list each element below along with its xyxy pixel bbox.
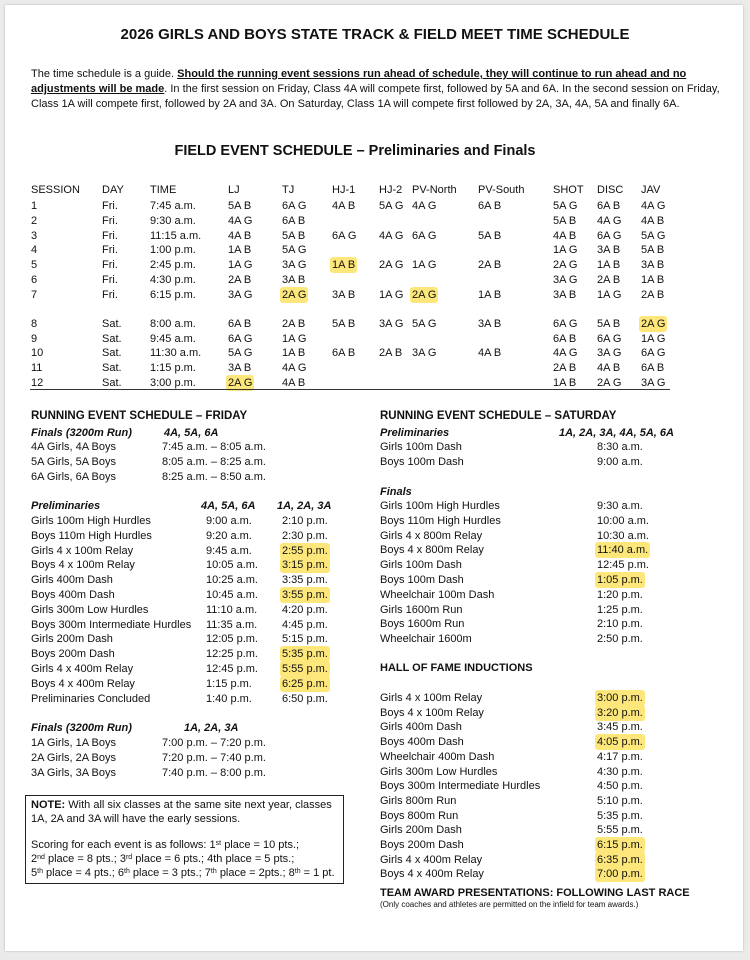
field-cell: 2A G — [379, 259, 404, 271]
friday-prelim-time-456: 12:05 p.m. — [206, 633, 258, 646]
friday-col2-label: 1A, 2A, 3A — [277, 500, 332, 512]
friday-prelim-time-123: 2:10 p.m. — [282, 515, 328, 527]
saturday-finals-label: Finals — [380, 486, 412, 498]
team-award-note: (Only coaches and athletes are permitted on the infield for team awards.) — [380, 900, 639, 909]
saturday-later-time: 7:00 p.m. — [597, 868, 643, 881]
field-cell: 2A B — [553, 362, 577, 374]
saturday-final-time: 2:50 p.m. — [597, 633, 643, 646]
field-cell: 2A B — [379, 347, 403, 359]
field-cell: 1:00 p.m. — [150, 244, 196, 256]
field-cell: 5A G — [553, 200, 578, 212]
saturday-later-event: Boys 400m Dash — [380, 736, 464, 749]
friday-final-time: 8:25 a.m. – 8:50 a.m. — [162, 471, 266, 483]
field-cell: 6A B — [332, 347, 356, 359]
friday-prelims-label: Preliminaries — [31, 500, 101, 512]
friday-prelim-event: Boys 400m Dash — [31, 589, 115, 601]
field-cell: 1A G — [412, 259, 437, 271]
field-cell: Fri. — [102, 259, 118, 271]
friday-prelim-event: Girls 200m Dash — [31, 633, 113, 646]
field-cell: 4A B — [282, 377, 306, 389]
field-cell: 6A B — [282, 215, 306, 227]
field-cell: 11:15 a.m. — [150, 230, 202, 242]
friday-prelim-event: Boys 110m High Hurdles — [31, 529, 152, 542]
field-cell: 3A B — [597, 244, 621, 256]
friday-prelim-time-456: 10:25 a.m. — [206, 574, 258, 587]
saturday-final-event: Girls 4 x 800m Relay — [380, 529, 483, 542]
friday-finals-classes: 4A, 5A, 6A — [164, 427, 219, 439]
friday-prelim-time-123: 4:20 p.m. — [282, 603, 328, 616]
field-header-tj: TJ — [282, 184, 295, 196]
saturday-final-time: 2:10 p.m. — [597, 618, 643, 631]
field-cell: 3A B — [332, 289, 356, 301]
field-cell: 2A G — [597, 377, 622, 389]
field-cell: 4A G — [641, 200, 666, 212]
friday-prelim-event: Girls 100m High Hurdles — [31, 515, 151, 527]
field-cell: 3A G — [282, 259, 307, 271]
scoring-p7: place = 2pts.; — [219, 867, 286, 879]
field-cell: 4A B — [553, 230, 577, 242]
friday-prelim-time-123: 5:55 p.m. — [282, 663, 328, 675]
field-header-pv-south: PV-South — [478, 184, 525, 196]
friday-prelim-time-123: 5:15 p.m. — [282, 633, 328, 646]
field-cell: 12 — [31, 377, 44, 389]
field-cell: 2A B — [478, 259, 502, 271]
saturday-later-time: 5:10 p.m. — [597, 794, 643, 807]
field-header-jav: JAV — [641, 184, 661, 196]
field-cell: 3 — [31, 230, 38, 242]
field-cell: 3A G — [228, 289, 253, 301]
field-cell: 6A B — [597, 200, 621, 212]
friday-final-time: 7:45 a.m. – 8:05 a.m. — [162, 441, 266, 453]
field-cell: 4A G — [228, 215, 253, 227]
friday-prelim-event: Girls 4 x 100m Relay — [31, 544, 134, 557]
field-cell: 5A B — [282, 230, 306, 242]
friday-prelim-time-123: 5:35 p.m. — [282, 648, 328, 661]
field-cell: 10 — [31, 347, 44, 359]
field-cell: 5A G — [379, 200, 404, 212]
field-cell: 2A B — [282, 318, 306, 330]
saturday-prelim-time: 8:30 a.m. — [597, 441, 643, 453]
saturday-final-event: Boys 110m High Hurdles — [380, 514, 501, 527]
field-cell: 1A B — [228, 244, 252, 256]
saturday-prelim-time: 9:00 a.m. — [597, 456, 643, 468]
friday-prelim-event: Boys 300m Intermediate Hurdles — [31, 618, 192, 631]
saturday-later-event: Girls 4 x 100m Relay — [380, 692, 483, 704]
friday-prelim-time-123: 3:15 p.m. — [282, 559, 328, 572]
saturday-later-event: Girls 4 x 400m Relay — [380, 853, 483, 866]
field-cell: 1A B — [332, 259, 356, 271]
field-header-day: DAY — [102, 184, 124, 196]
saturday-later-time: 5:55 p.m. — [597, 824, 643, 837]
saturday-final-time: 12:45 p.m. — [597, 559, 649, 572]
field-cell: 4A B — [228, 230, 252, 242]
field-cell: 4A G — [597, 215, 622, 227]
saturday-later-event: Girls 400m Dash — [380, 721, 462, 734]
friday-prelim-time-123: 2:55 p.m. — [282, 544, 328, 557]
field-cell: Sat. — [102, 333, 122, 345]
field-cell: 2A G — [412, 289, 437, 301]
saturday-later-event: Boys 200m Dash — [380, 839, 464, 851]
saturday-later-time: 5:35 p.m. — [597, 809, 643, 822]
friday-final-event: 5A Girls, 5A Boys — [31, 456, 116, 468]
field-cell: 6A B — [641, 362, 665, 374]
field-cell: 3A G — [553, 274, 578, 286]
field-cell: 3A B — [553, 289, 577, 301]
field-header-time: TIME — [150, 184, 177, 196]
field-cell: 1A G — [597, 289, 622, 301]
friday-prelim-time-456: 12:25 p.m. — [206, 648, 258, 661]
saturday-prelim-event: Boys 100m Dash — [380, 456, 464, 468]
friday-prelim-time-456: 9:20 a.m. — [206, 529, 252, 542]
field-cell: 6A G — [641, 347, 666, 359]
field-cell: 6 — [31, 274, 38, 286]
field-cell: 2A G — [282, 289, 307, 301]
saturday-final-time: 10:00 a.m. — [597, 514, 649, 527]
friday-final-time: 8:05 a.m. – 8:25 a.m. — [162, 456, 266, 468]
friday-prelim-event: Girls 300m Low Hurdles — [31, 603, 149, 616]
page-title: 2026 GIRLS AND BOYS STATE TRACK & FIELD MEET TIME SCHEDULE — [120, 26, 630, 43]
field-cell: 2A B — [597, 274, 621, 286]
field-cell: 5A B — [597, 318, 621, 330]
field-cell: 5A G — [412, 318, 437, 330]
field-cell: 6A G — [332, 230, 357, 242]
field-cell: 5A G — [228, 347, 253, 359]
saturday-final-time: 1:20 p.m. — [597, 588, 643, 601]
saturday-final-time: 1:05 p.m. — [597, 574, 643, 586]
field-header-shot: SHOT — [553, 184, 584, 196]
friday-prelim-event: Boys 4 x 400m Relay — [31, 677, 135, 690]
saturday-later-time: 4:50 p.m. — [597, 780, 643, 793]
friday-prelim-time-456: 11:10 a.m. — [206, 603, 258, 616]
saturday-classes: 1A, 2A, 3A, 4A, 5A, 6A — [559, 427, 674, 439]
field-cell: 3A B — [282, 274, 306, 286]
field-cell: 1A G — [228, 259, 253, 271]
field-cell: 2 — [31, 215, 38, 227]
field-cell: 1A B — [597, 259, 621, 271]
friday-prelim-time-456: 1:15 p.m. — [206, 677, 252, 690]
field-cell: 4A G — [412, 200, 437, 212]
note-label: NOTE: — [31, 799, 66, 811]
scoring-text: Scoring for each event is as follows: 1st place = 10 pts.; 2nd place = 8 pts.; 3rd place = 6 pts.; 4th place = 5 pts.; 5th place = 4 pts.; 6th place = 3 pts.; 7th place = 2pts.; 8th = 1 pt. — [31, 839, 335, 879]
friday-prelim-event: Boys 200m Dash — [31, 648, 115, 661]
intro-text-2: . In the first session on Friday, Class 4A will compete first, followed by 5A and 6A. In the second session on Friday, Class 1A will compete first, followed by 2A and 3A. On Saturday, Class 1A will compete first followed by 2A, 3A, 4A, 5A and finally 6A. — [31, 83, 720, 110]
field-cell: 6A B — [553, 333, 577, 345]
friday-prelim-time-123: 2:30 p.m. — [282, 529, 328, 542]
friday-prelim-event: Girls 400m Dash — [31, 574, 113, 587]
saturday-later-time: 6:15 p.m. — [597, 839, 643, 851]
scoring-p6: place = 3 pts.; — [132, 867, 202, 879]
field-header-session: SESSION — [31, 184, 80, 196]
field-cell: 6A B — [478, 200, 502, 212]
field-cell: 3A G — [597, 347, 622, 359]
field-header-lj: LJ — [228, 184, 240, 196]
saturday-later-event: Wheelchair 400m Dash — [380, 750, 495, 763]
field-cell: 1 — [31, 200, 38, 212]
field-cell: 4A B — [478, 347, 502, 359]
friday-prelim-event: Girls 4 x 400m Relay — [31, 663, 134, 675]
field-cell: 3A B — [478, 318, 502, 330]
friday-finals2-classes: 1A, 2A, 3A — [184, 722, 239, 734]
field-cell: 4A G — [379, 230, 404, 242]
friday-prelim-time-123: 3:55 p.m. — [282, 589, 328, 601]
field-cell: 5A B — [641, 244, 665, 256]
saturday-final-event: Wheelchair 100m Dash — [380, 588, 495, 601]
field-cell: Fri. — [102, 200, 118, 212]
friday-prelim-time-123: 3:35 p.m. — [282, 574, 328, 587]
field-cell: 1A B — [641, 274, 665, 286]
field-cell: 5A G — [282, 244, 307, 256]
field-cell: 4:30 p.m. — [150, 274, 196, 286]
saturday-final-event: Boys 4 x 800m Relay — [380, 544, 484, 557]
field-cell: 3A G — [412, 347, 437, 359]
field-cell: 2A B — [641, 289, 665, 301]
field-cell: 3A B — [641, 259, 665, 271]
friday-col1-label: 4A, 5A, 6A — [201, 500, 256, 512]
friday-final2-event: 1A Girls, 1A Boys — [31, 737, 116, 749]
saturday-final-event: Girls 100m High Hurdles — [380, 500, 500, 512]
field-cell: 6A G — [412, 230, 437, 242]
friday-prelim-time-123: 6:25 p.m. — [282, 677, 328, 690]
saturday-final-event: Wheelchair 1600m — [380, 633, 472, 646]
scoring-p8: = 1 pt. — [303, 867, 335, 879]
field-cell: 2A B — [228, 274, 252, 286]
friday-finals-label: Finals (3200m Run) — [31, 427, 132, 439]
intro-emphasis: Should the running event sessions run ahead of schedule, they will continue to run ahead and no adjustments will be made — [31, 68, 687, 95]
field-cell: 1A B — [553, 377, 577, 389]
friday-final-event: 6A Girls, 6A Boys — [31, 471, 116, 483]
saturday-final-event: Boys 100m Dash — [380, 574, 464, 586]
saturday-later-event: Girls 800m Run — [380, 794, 457, 807]
saturday-later-event: Boys 4 x 100m Relay — [380, 706, 484, 719]
field-cell: 9:45 a.m. — [150, 333, 196, 345]
field-header-hj-2: HJ-2 — [379, 184, 403, 196]
friday-prelim-event: Preliminaries Concluded — [31, 692, 151, 705]
scoring-p5: place = 4 pts.; — [46, 867, 115, 879]
friday-prelim-time-456: 12:45 p.m. — [206, 663, 258, 675]
saturday-final-event: Boys 1600m Run — [380, 618, 465, 631]
field-cell: 4A B — [641, 215, 665, 227]
field-cell: 9 — [31, 333, 38, 345]
note-text — [31, 798, 341, 826]
friday-prelim-time-456: 9:00 a.m. — [206, 515, 252, 527]
field-cell: 6A G — [282, 200, 307, 212]
field-cell: Sat. — [102, 362, 122, 374]
field-header-hj-1: HJ-1 — [332, 184, 356, 196]
field-cell: 4 — [31, 244, 38, 256]
field-cell: 6:15 p.m. — [150, 289, 196, 301]
field-cell: 1A G — [379, 289, 404, 301]
friday-final2-time: 7:40 p.m. – 8:00 p.m. — [162, 767, 266, 779]
field-cell: Fri. — [102, 230, 118, 242]
saturday-final-time: 10:30 a.m. — [597, 529, 649, 542]
friday-prelim-time-456: 11:35 a.m. — [206, 618, 258, 631]
saturday-final-time: 1:25 p.m. — [597, 603, 643, 616]
saturday-final-time: 9:30 a.m. — [597, 500, 643, 512]
friday-heading: RUNNING EVENT SCHEDULE – FRIDAY — [31, 410, 248, 422]
hall-of-fame-label: HALL OF FAME INDUCTIONS — [380, 662, 533, 674]
field-cell: 4A B — [332, 200, 356, 212]
friday-prelim-time-456: 9:45 a.m. — [206, 544, 252, 557]
friday-final2-time: 7:00 p.m. – 7:20 p.m. — [162, 737, 266, 749]
field-cell: Sat. — [102, 347, 122, 359]
saturday-later-time: 3:20 p.m. — [597, 706, 643, 719]
field-cell: 5A B — [553, 215, 577, 227]
field-cell: 5A B — [228, 200, 252, 212]
field-cell: 2A G — [228, 377, 253, 389]
saturday-later-time: 6:35 p.m. — [597, 853, 643, 866]
saturday-final-event: Girls 100m Dash — [380, 559, 462, 572]
field-cell: 3A G — [641, 377, 666, 389]
field-cell: 5A B — [478, 230, 502, 242]
friday-finals2-label: Finals (3200m Run) — [31, 722, 132, 734]
friday-prelim-time-456: 10:05 a.m. — [206, 559, 258, 572]
scoring-p2: place = 8 pts.; — [47, 853, 117, 865]
saturday-later-time: 4:30 p.m. — [597, 765, 643, 778]
field-cell: Fri. — [102, 244, 118, 256]
note-body: With all six classes at the same site next year, classes 1A, 2A and 3A will have the early sessions. — [31, 799, 332, 825]
field-cell: 4A G — [282, 362, 307, 374]
field-cell: 6A G — [228, 333, 253, 345]
saturday-later-time: 3:00 p.m. — [597, 692, 643, 704]
field-cell: 3A B — [228, 362, 252, 374]
field-cell: 5A G — [641, 230, 666, 242]
field-cell: 6A B — [228, 318, 252, 330]
field-cell: 1A B — [478, 289, 502, 301]
friday-prelim-time-456: 10:45 a.m. — [206, 589, 258, 601]
saturday-heading: RUNNING EVENT SCHEDULE – SATURDAY — [380, 410, 617, 422]
friday-final2-event: 3A Girls, 3A Boys — [31, 767, 116, 779]
field-header-pv-north: PV-North — [412, 184, 457, 196]
saturday-later-time: 3:45 p.m. — [597, 721, 643, 734]
saturday-later-time: 4:05 p.m. — [597, 736, 643, 749]
saturday-prelim-event: Girls 100m Dash — [380, 441, 462, 453]
field-cell: 2:45 p.m. — [150, 259, 196, 271]
intro-paragraph — [31, 67, 721, 112]
scoring-p4: 4th place = 5 pts.; — [207, 853, 295, 865]
scoring-line-1: Scoring for each event is as follows: — [31, 839, 207, 851]
friday-final-event: 4A Girls, 4A Boys — [31, 441, 116, 453]
field-cell: 3:00 p.m. — [150, 377, 196, 389]
saturday-later-time: 4:17 p.m. — [597, 750, 643, 763]
field-cell: Sat. — [102, 377, 122, 389]
field-cell: 11:30 a.m. — [150, 347, 202, 359]
field-cell: 8:00 a.m. — [150, 318, 196, 330]
field-header-disc: DISC — [597, 184, 624, 196]
field-cell: 7:45 a.m. — [150, 200, 196, 212]
scoring-p1: place = 10 pts.; — [224, 839, 300, 851]
saturday-later-event: Boys 800m Run — [380, 809, 459, 822]
field-cell: 1A G — [641, 333, 666, 345]
field-cell: 6A G — [597, 333, 622, 345]
saturday-later-event: Girls 200m Dash — [380, 824, 462, 837]
intro-text-1: The time schedule is a guide. — [31, 68, 178, 80]
saturday-final-event: Girls 1600m Run — [380, 603, 463, 616]
field-cell: 1A G — [553, 244, 578, 256]
field-cell: 7 — [31, 289, 38, 301]
field-cell: 6A G — [597, 230, 622, 242]
field-cell: 1A G — [282, 333, 307, 345]
field-cell: 5 — [31, 259, 38, 271]
field-cell: 4A G — [553, 347, 578, 359]
field-cell: Fri. — [102, 289, 118, 301]
field-cell: 1A B — [282, 347, 306, 359]
field-cell: 4A B — [597, 362, 621, 374]
friday-prelim-time-123: 4:45 p.m. — [282, 618, 328, 631]
saturday-final-time: 11:40 a.m. — [597, 544, 649, 557]
field-schedule-title: FIELD EVENT SCHEDULE – Preliminaries and Finals — [174, 143, 536, 159]
field-cell: 6A G — [553, 318, 578, 330]
field-cell: 2A G — [553, 259, 578, 271]
team-award-heading: TEAM AWARD PRESENTATIONS: FOLLOWING LAST RACE — [380, 887, 690, 899]
scoring-p3: place = 6 pts.; — [135, 853, 205, 865]
field-cell: 9:30 a.m. — [150, 215, 196, 227]
field-cell: Fri. — [102, 215, 118, 227]
friday-prelim-time-123: 6:50 p.m. — [282, 692, 328, 705]
saturday-prelims-label: Preliminaries — [380, 427, 450, 439]
field-cell: 5A B — [332, 318, 356, 330]
friday-final2-event: 2A Girls, 2A Boys — [31, 752, 116, 764]
field-cell: 2A G — [641, 318, 666, 330]
field-cell: 1:15 p.m. — [150, 362, 196, 374]
saturday-later-event: Girls 300m Low Hurdles — [380, 765, 498, 778]
field-cell: Sat. — [102, 318, 122, 330]
friday-prelim-event: Boys 4 x 100m Relay — [31, 559, 135, 572]
field-cell: 11 — [31, 362, 43, 374]
field-cell: 8 — [31, 318, 38, 330]
saturday-later-event: Boys 300m Intermediate Hurdles — [380, 780, 541, 793]
field-cell: 3A G — [379, 318, 404, 330]
friday-final2-time: 7:20 p.m. – 7:40 p.m. — [162, 752, 266, 764]
saturday-later-event: Boys 4 x 400m Relay — [380, 868, 484, 881]
field-table-rule — [30, 389, 670, 390]
field-cell: Fri. — [102, 274, 118, 286]
friday-prelim-time-456: 1:40 p.m. — [206, 692, 252, 705]
